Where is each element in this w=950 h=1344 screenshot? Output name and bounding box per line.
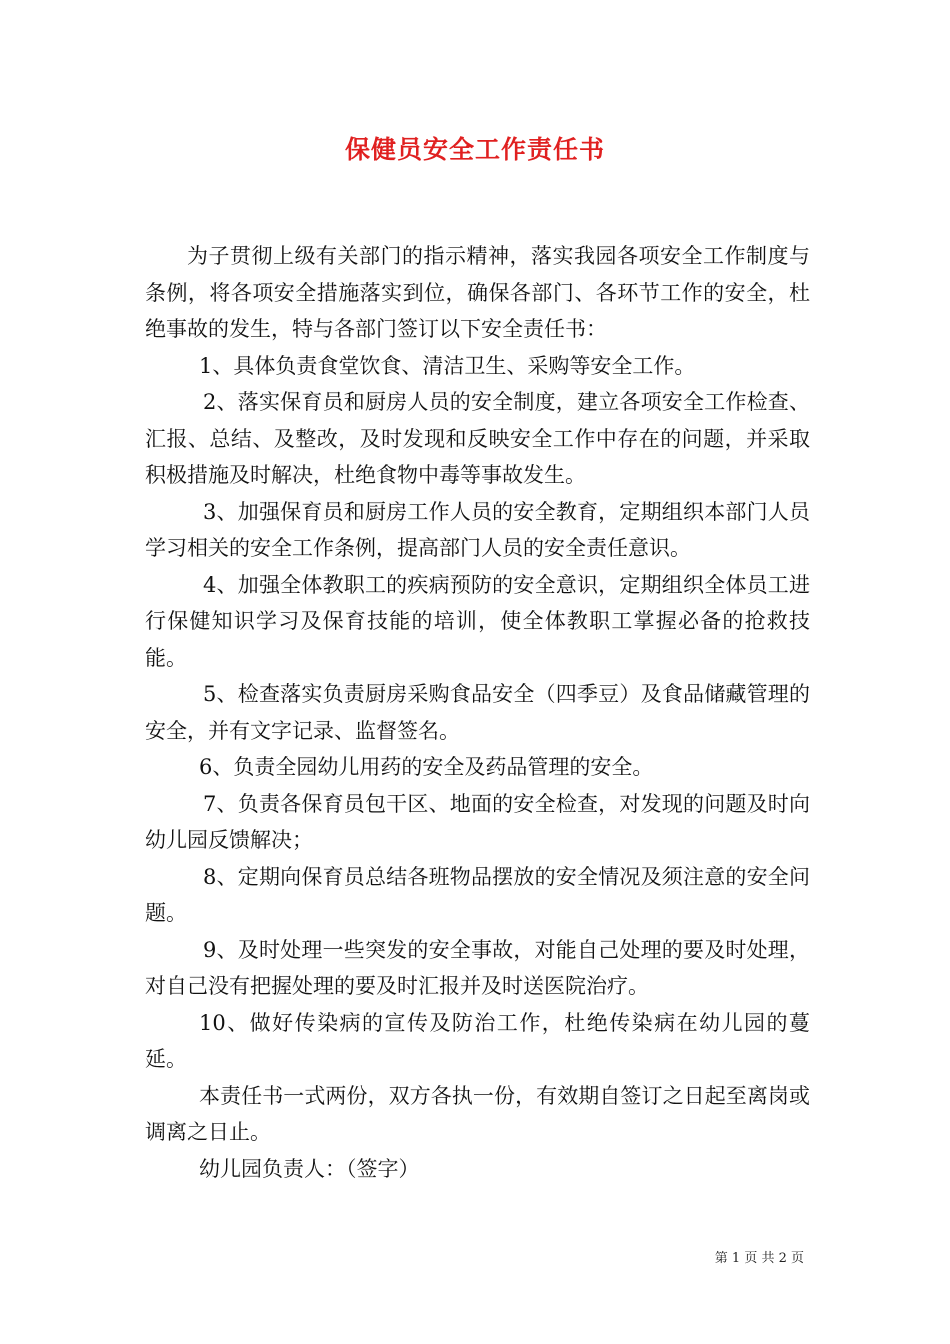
- page-number: 第 1 页 共 2 页: [714, 1251, 804, 1266]
- document-body: [145, 238, 810, 1187]
- item-paragraph-9: 9、及时处理一些突发的安全事故，对能自己处理的要及时处理，对自己没有把握处理的要及时汇报并及时送医院治疗。: [145, 937, 810, 998]
- item-paragraph-1: 1、具体负责食堂饮食、清洁卫生、采购等安全工作。: [199, 353, 696, 378]
- item-paragraph-8: 8、定期向保育员总结各班物品摆放的安全情况及须注意的安全问题。: [145, 864, 810, 925]
- intro-paragraph: 为子贯彻上级有关部门的指示精神，落实我园各项安全工作制度与条例，将各项安全措施落实到位，确保各部门、各环节工作的安全，杜绝事故的发生，特与各部门签订以下安全责任书：: [145, 244, 810, 341]
- closing-paragraph: 本责任书一式两份，双方各执一份，有效期自签订之日起至离岗或调离之日止。: [145, 1083, 810, 1144]
- item-paragraph-10: 10、做好传染病的宣传及防治工作，杜绝传染病在幼儿园的蔓延。: [145, 1010, 810, 1071]
- item-paragraph-3: 3、加强保育员和厨房工作人员的安全教育，定期组织本部门人员学习相关的安全工作条例，提高部门人员的安全责任意识。: [145, 499, 810, 560]
- signature-line: 幼儿园负责人：（签字）: [199, 1156, 420, 1181]
- item-paragraph-4: 4、加强全体教职工的疾病预防的安全意识，定期组织全体员工进行保健知识学习及保育技能的培训，使全体教职工掌握必备的抢救技能。: [145, 572, 810, 670]
- item-paragraph-7: 7、负责各保育员包干区、地面的安全检查，对发现的问题及时向幼儿园反馈解决；: [145, 791, 810, 852]
- item-paragraph-6: 6、负责全园幼儿用药的安全及药品管理的安全。: [199, 755, 654, 779]
- item-paragraph-2: 2、落实保育员和厨房人员的安全制度，建立各项安全工作检查、汇报、总结、及整改，及时发现和反映安全工作中存在的问题，并采取积极措施及时解决，杜绝食物中毒等事故发生。: [145, 390, 810, 487]
- document-title: 保健员安全工作责任书: [344, 135, 605, 164]
- item-paragraph-5: 5、检查落实负责厨房采购食品安全（四季豆）及食品储藏管理的安全，并有文字记录、监督签名。: [145, 682, 810, 743]
